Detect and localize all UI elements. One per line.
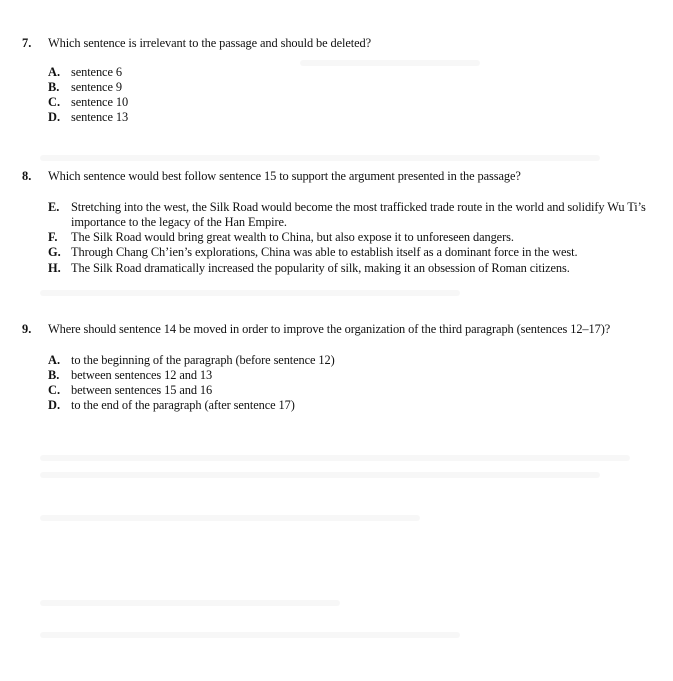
question-text: Which sentence is irrelevant to the passage and should be deleted? [48,36,372,50]
answer-option [48,368,652,383]
question-7 [22,36,652,126]
answer-option [48,353,652,368]
option-letter: C. [48,95,61,110]
bleed-through-mark [40,600,340,606]
question-text: Where should sentence 14 be moved in order to improve the organization of the third paragraph (sentences 12–17)? [48,322,611,336]
answer-option [48,245,652,260]
option-letter: B. [48,79,60,94]
option-text: The Silk Road dramatically increased the popularity of silk, making it an obsession of Roman citizens. [71,260,570,275]
question-9 [22,322,652,414]
answer-option [48,65,652,80]
option-letter: E. [48,199,60,214]
answer-option [48,261,652,276]
option-text: between sentences 15 and 16 [71,383,213,398]
option-text: between sentences 12 and 13 [71,367,213,382]
option-text: The Silk Road would bring great wealth to China, but also expose it to unforeseen dangers. [71,230,514,245]
option-text: Stretching into the west, the Silk Road would become the most trafficked trade route in the world and solidify Wu Ti’s importance to the legacy of the Han Empire. [71,199,646,229]
question-number: 9. [22,322,32,336]
answer-option [48,110,652,125]
option-letter: A. [48,352,61,367]
bleed-through-mark [40,632,460,638]
option-text: to the end of the paragraph (after sentence 17) [71,398,295,413]
question-stem [22,36,652,52]
answer-option [48,398,652,413]
bleed-through-mark [40,455,630,461]
answer-option [48,80,652,95]
option-letter: G. [48,245,61,260]
bleed-through-mark [40,472,600,478]
question-number: 8. [22,169,32,183]
question-stem [22,322,652,338]
answer-option [48,95,652,110]
option-text: Through Chang Ch’ien’s explorations, China was able to establish itself as a dominant force in the west. [71,245,578,260]
question-number: 7. [22,36,32,50]
question-stem [22,169,652,185]
option-letter: H. [48,260,61,275]
answer-options [48,65,652,126]
answer-option [48,383,652,398]
answer-options [48,200,652,276]
option-letter: D. [48,398,61,413]
option-letter: C. [48,383,61,398]
option-text: to the beginning of the paragraph (before sentence 12) [71,352,335,367]
option-text: sentence 10 [71,95,129,110]
option-letter: D. [48,110,61,125]
option-letter: A. [48,64,61,79]
bleed-through-mark [40,155,600,161]
question-text: Which sentence would best follow sentence 15 to support the argument presented in the passage? [48,169,521,183]
bleed-through-mark [40,290,460,296]
option-letter: B. [48,367,60,382]
bleed-through-mark [40,515,420,521]
option-text: sentence 6 [71,64,122,79]
option-text: sentence 9 [71,79,122,94]
option-letter: F. [48,230,58,245]
question-8 [22,169,652,276]
answer-option [48,230,652,245]
answer-options [48,353,652,414]
option-text: sentence 13 [71,110,129,125]
answer-option [48,200,652,231]
